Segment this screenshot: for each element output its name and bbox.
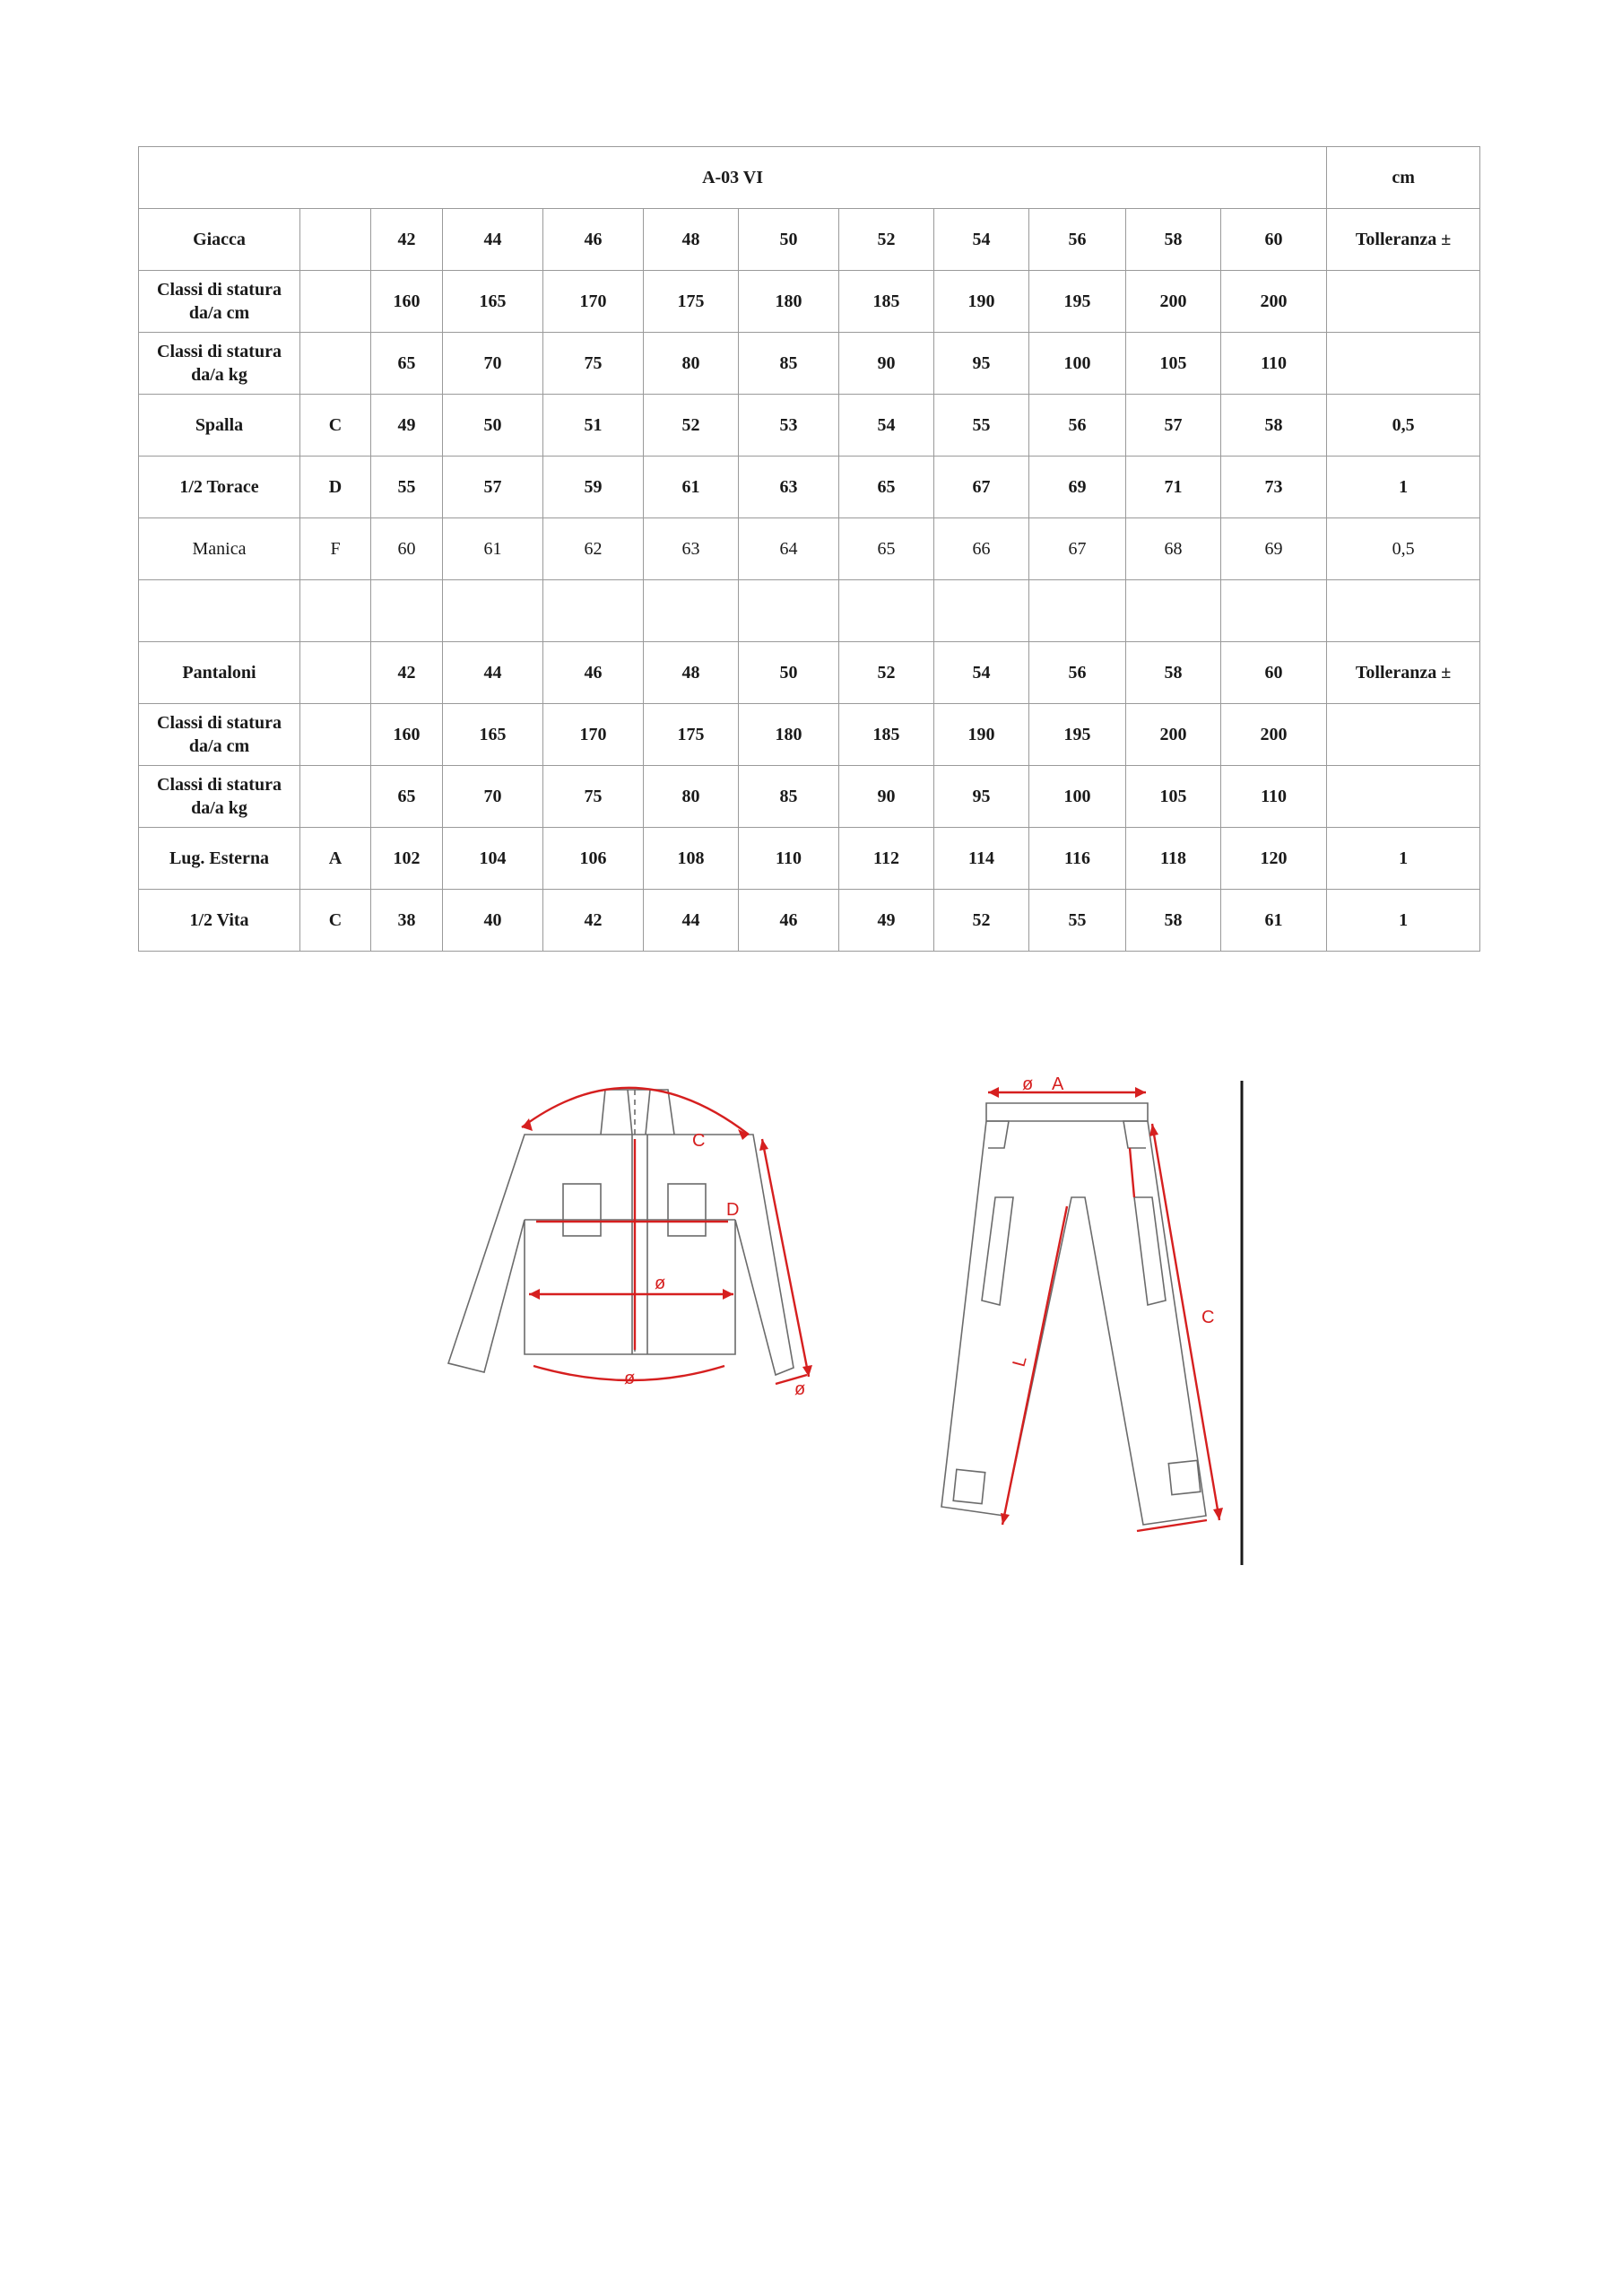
value-cell: 1 [1327,890,1480,952]
value-cell: 65 [371,766,443,828]
value-cell: 48 [644,209,739,271]
value-cell: 40 [443,890,543,952]
value-cell: 110 [1221,766,1327,828]
value-cell: 51 [543,395,644,457]
value-cell: 55 [371,457,443,518]
value-cell: 52 [644,395,739,457]
row-label-cell: Classi di statura da/a cm [139,704,300,766]
value-cell: 165 [443,271,543,333]
value-cell: 54 [934,642,1029,704]
value-cell: 58 [1126,209,1221,271]
value-cell: 190 [934,704,1029,766]
garment-drawings [439,1063,1246,1565]
value-cell: 65 [371,333,443,395]
sleeve-measure-line [762,1139,809,1377]
value-cell [1327,766,1480,828]
hem-measure-line-trouser [1137,1520,1207,1531]
table-row [139,271,1480,333]
value-cell: 56 [1029,395,1126,457]
outseam-label: C [1201,1308,1215,1327]
value-cell: 50 [739,642,839,704]
value-cell: 62 [543,518,644,580]
table-row [139,828,1480,890]
value-cell: 200 [1221,271,1327,333]
value-cell: 57 [1126,395,1221,457]
value-cell: 1 [1327,457,1480,518]
value-cell [443,580,543,642]
value-cell: 100 [1029,766,1126,828]
value-cell: 70 [443,766,543,828]
code-cell [300,766,371,828]
value-cell: 42 [543,890,644,952]
code-cell [300,704,371,766]
value-cell: 61 [443,518,543,580]
row-label-cell: Lug. Esterna [139,828,300,890]
value-cell: 54 [934,209,1029,271]
value-cell: 200 [1126,271,1221,333]
value-cell: 70 [443,333,543,395]
value-cell: 90 [839,333,934,395]
value-cell: 71 [1126,457,1221,518]
value-cell: 160 [371,271,443,333]
table-row [139,395,1480,457]
value-cell: 60 [371,518,443,580]
value-cell: 102 [371,828,443,890]
value-cell: 95 [934,333,1029,395]
value-cell: Tolleranza ± [1327,642,1480,704]
value-cell: 200 [1221,704,1327,766]
value-cell: 112 [839,828,934,890]
row-label-cell: Giacca [139,209,300,271]
value-cell: 170 [543,704,644,766]
row-label-cell [139,580,300,642]
value-cell: 63 [644,518,739,580]
value-cell: 185 [839,271,934,333]
value-cell: 90 [839,766,934,828]
code-cell [300,271,371,333]
value-cell: 46 [543,642,644,704]
value-cell: 95 [934,766,1029,828]
value-cell: 85 [739,333,839,395]
value-cell: 67 [1029,518,1126,580]
code-cell: D [300,457,371,518]
value-cell: 68 [1126,518,1221,580]
value-cell: 80 [644,333,739,395]
value-cell: 61 [1221,890,1327,952]
value-cell: 185 [839,704,934,766]
inseam-label: L [1009,1353,1031,1370]
value-cell: 73 [1221,457,1327,518]
value-cell [644,580,739,642]
section-header-row [139,642,1480,704]
value-cell: 52 [839,209,934,271]
value-cell [1029,580,1126,642]
table-row [139,766,1480,828]
table-row [139,890,1480,952]
row-label-cell: Classi di statura da/a kg [139,766,300,828]
value-cell: 42 [371,209,443,271]
value-cell: 175 [644,271,739,333]
value-cell: 85 [739,766,839,828]
value-cell [739,580,839,642]
size-table [138,146,1480,952]
value-cell: 106 [543,828,644,890]
table-title-row [139,147,1480,209]
value-cell: 195 [1029,271,1126,333]
value-cell: 190 [934,271,1029,333]
value-cell: 160 [371,704,443,766]
value-cell: 48 [644,642,739,704]
waist-symbol-label: ø [1022,1074,1034,1094]
value-cell: 38 [371,890,443,952]
value-cell: 54 [839,395,934,457]
value-cell: 0,5 [1327,518,1480,580]
code-cell: C [300,395,371,457]
value-cell: 58 [1221,395,1327,457]
section-header-row [139,209,1480,271]
chest-width-label: ø [655,1274,666,1293]
row-label-cell: Classi di statura da/a cm [139,271,300,333]
table-row [139,333,1480,395]
hem-label: ø [624,1369,636,1388]
value-cell: 0,5 [1327,395,1480,457]
waist-label: A [1052,1074,1064,1094]
value-cell: 42 [371,642,443,704]
value-cell: 49 [839,890,934,952]
value-cell: 46 [543,209,644,271]
value-cell: 63 [739,457,839,518]
value-cell: 56 [1029,642,1126,704]
value-cell: 110 [1221,333,1327,395]
value-cell: 58 [1126,642,1221,704]
inseam-measure-line [1002,1206,1067,1525]
value-cell: 61 [644,457,739,518]
table-row [139,457,1480,518]
value-cell: 44 [644,890,739,952]
row-label-cell: Classi di statura da/a kg [139,333,300,395]
value-cell: 165 [443,704,543,766]
value-cell: 110 [739,828,839,890]
value-cell: 52 [839,642,934,704]
value-cell [543,580,644,642]
value-cell: 80 [644,766,739,828]
value-cell: 114 [934,828,1029,890]
trouser-drawing [941,1074,1242,1565]
value-cell: 44 [443,642,543,704]
value-cell: 57 [443,457,543,518]
value-cell: 66 [934,518,1029,580]
value-cell: 65 [839,518,934,580]
code-cell [300,333,371,395]
value-cell [1327,704,1480,766]
value-cell: 53 [739,395,839,457]
value-cell: 64 [739,518,839,580]
shoulder-label: C [692,1131,706,1151]
value-cell: 56 [1029,209,1126,271]
row-label-cell: Spalla [139,395,300,457]
jacket-drawing [448,1088,812,1399]
table-title: A-03 VI [139,147,1327,209]
value-cell: 55 [934,395,1029,457]
value-cell: 105 [1126,333,1221,395]
value-cell: 180 [739,271,839,333]
value-cell: 44 [443,209,543,271]
value-cell: 49 [371,395,443,457]
code-cell [300,209,371,271]
value-cell: 60 [1221,642,1327,704]
pocket-measure-line [1130,1148,1134,1197]
value-cell: 69 [1029,457,1126,518]
value-cell: 108 [644,828,739,890]
value-cell [1327,580,1480,642]
value-cell: 75 [543,766,644,828]
value-cell: 58 [1126,890,1221,952]
table-row [139,580,1480,642]
code-cell: A [300,828,371,890]
value-cell: 118 [1126,828,1221,890]
row-label-cell: 1/2 Torace [139,457,300,518]
code-cell: C [300,890,371,952]
value-cell: 100 [1029,333,1126,395]
value-cell: 116 [1029,828,1126,890]
value-cell: 120 [1221,828,1327,890]
value-cell: 1 [1327,828,1480,890]
value-cell [1126,580,1221,642]
value-cell: 170 [543,271,644,333]
value-cell: 200 [1126,704,1221,766]
value-cell: 55 [1029,890,1126,952]
value-cell [1221,580,1327,642]
value-cell: 105 [1126,766,1221,828]
value-cell: Tolleranza ± [1327,209,1480,271]
value-cell: 59 [543,457,644,518]
value-cell: 60 [1221,209,1327,271]
row-label-cell: Manica [139,518,300,580]
row-label-cell: Pantaloni [139,642,300,704]
cuff-label: ø [794,1379,806,1399]
value-cell: 50 [739,209,839,271]
value-cell [371,580,443,642]
row-label-cell: 1/2 Vita [139,890,300,952]
value-cell: 65 [839,457,934,518]
table-unit: cm [1327,147,1480,209]
value-cell: 67 [934,457,1029,518]
value-cell: 50 [443,395,543,457]
value-cell: 52 [934,890,1029,952]
value-cell: 175 [644,704,739,766]
value-cell [839,580,934,642]
value-cell: 46 [739,890,839,952]
table-row [139,704,1480,766]
value-cell [934,580,1029,642]
chest-label: D [726,1200,740,1220]
table-row [139,518,1480,580]
value-cell [1327,271,1480,333]
code-cell: F [300,518,371,580]
value-cell: 195 [1029,704,1126,766]
value-cell [1327,333,1480,395]
value-cell: 104 [443,828,543,890]
value-cell: 69 [1221,518,1327,580]
code-cell [300,642,371,704]
code-cell [300,580,371,642]
value-cell: 180 [739,704,839,766]
value-cell: 75 [543,333,644,395]
